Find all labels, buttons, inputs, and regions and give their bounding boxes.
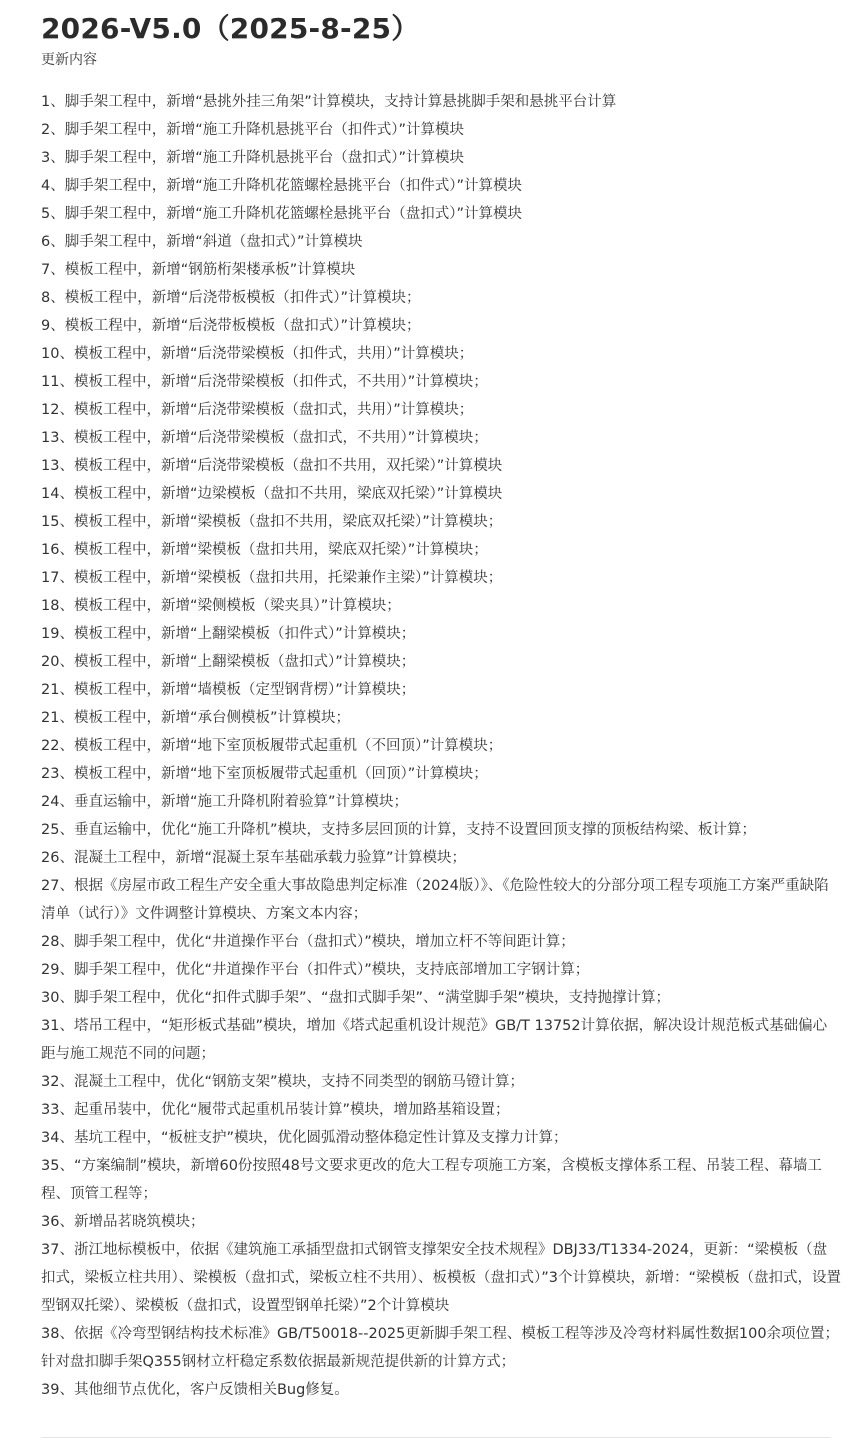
- version-title: 2026-V5.0（2025-8-25）: [41, 12, 420, 45]
- changelog-item: 5、脚手架工程中，新增“施工升降机花篮螺栓悬挑平台（盘扣式）”计算模块: [41, 206, 522, 222]
- changelog-item: 23、模板工程中，新增“地下室顶板履带式起重机（回顶）”计算模块；: [41, 766, 488, 782]
- changelog-item: 25、垂直运输中，优化“施工升降机”模块，支持多层回顶的计算，支持不设置回顶支撑的顶板结构梁、板计算；: [41, 822, 756, 838]
- changelog-item: 7、模板工程中，新增“钢筋桁架楼承板”计算模块: [41, 262, 356, 278]
- changelog-item: 21、模板工程中，新增“承台侧模板”计算模块；: [41, 710, 350, 726]
- changelog-list: [41, 88, 841, 1404]
- changelog-item: 28、脚手架工程中，优化“井道操作平台（盘扣式）”模块，增加立杆不等间距计算；: [41, 934, 575, 950]
- changelog-item: 27、根据《房屋市政工程生产安全重大事故隐患判定标准（2024版）》、《危险性较大的分部分项工程专项施工方案严重缺陷清单（试行）》文件调整计算模块、方案文本内容；: [41, 878, 829, 922]
- changelog-item: 29、脚手架工程中，优化“井道操作平台（扣件式）”模块，支持底部增加工字钢计算；: [41, 962, 590, 978]
- bottom-divider: [41, 1437, 831, 1438]
- changelog-item: 39、其他细节点优化，客户反馈相关Bug修复。: [41, 1382, 349, 1398]
- changelog-item: 35、“方案编制”模块，新增60份按照48号文要求更改的危大工程专项施工方案，含模板支撑体系工程、吊装工程、幕墙工程、顶管工程等；: [41, 1158, 822, 1202]
- changelog-item: 24、垂直运输中，新增“施工升降机附着验算”计算模块；: [41, 794, 408, 810]
- changelog-item: 20、模板工程中，新增“上翻梁模板（盘扣式）”计算模块；: [41, 654, 416, 670]
- changelog-item: 13、模板工程中，新增“后浇带梁模板（盘扣式，不共用）”计算模块；: [41, 430, 488, 446]
- changelog-item: 30、脚手架工程中，优化“扣件式脚手架”、“盘扣式脚手架”、“满堂脚手架”模块，支持抛撑计算；: [41, 990, 671, 1006]
- changelog-item: 12、模板工程中，新增“后浇带梁模板（盘扣式，共用）”计算模块；: [41, 402, 474, 418]
- changelog-item: 1、脚手架工程中，新增“悬挑外挂三角架”计算模块，支持计算悬挑脚手架和悬挑平台计算: [41, 94, 617, 110]
- changelog-item: 17、模板工程中，新增“梁模板（盘扣共用，托梁兼作主梁）”计算模块；: [41, 570, 503, 586]
- changelog-item: 33、起重吊装中，优化“履带式起重机吊装计算”模块，增加路基箱设置；: [41, 1102, 510, 1118]
- changelog-item: 16、模板工程中，新增“梁模板（盘扣共用，梁底双托梁）”计算模块；: [41, 542, 488, 558]
- changelog-item: 9、模板工程中，新增“后浇带板模板（盘扣式）”计算模块；: [41, 318, 421, 334]
- changelog-item: 19、模板工程中，新增“上翻梁模板（扣件式）”计算模块；: [41, 626, 416, 642]
- changelog-item: 34、基坑工程中，“板桩支护”模块，优化圆弧滑动整体稳定性计算及支撑力计算；: [41, 1130, 568, 1146]
- changelog-item: 18、模板工程中，新增“梁侧模板（梁夹具）”计算模块；: [41, 598, 401, 614]
- changelog-item: 11、模板工程中，新增“后浇带梁模板（扣件式，不共用）”计算模块；: [41, 374, 488, 390]
- changelog-item: 10、模板工程中，新增“后浇带梁模板（扣件式，共用）”计算模块；: [41, 346, 474, 362]
- changelog-item: 3、脚手架工程中，新增“施工升降机悬挑平台（盘扣式）”计算模块: [41, 150, 464, 166]
- changelog-item: 8、模板工程中，新增“后浇带板模板（扣件式）”计算模块；: [41, 290, 421, 306]
- changelog-item: 4、脚手架工程中，新增“施工升降机花篮螺栓悬挑平台（扣件式）”计算模块: [41, 178, 522, 194]
- changelog-item: 36、新增品茗晓筑模块；: [41, 1214, 205, 1230]
- changelog-item: 31、塔吊工程中，“矩形板式基础”模块，增加《塔式起重机设计规范》GB/T 13752计算依据，解决设计规范板式基础偏心距与施工规范不同的问题；: [41, 1018, 828, 1062]
- changelog-item: 14、模板工程中，新增“边梁模板（盘扣不共用，梁底双托梁）”计算模块: [41, 486, 503, 502]
- changelog-item: 38、依据《冷弯型钢结构技术标准》GB/T50018--2025更新脚手架工程、模板工程等涉及冷弯材料属性数据100余项位置；针对盘扣脚手架Q355钢材立杆稳定系数依据最新规范提供新的计算方式；: [41, 1326, 840, 1370]
- changelog-item: 6、脚手架工程中，新增“斜道（盘扣式）”计算模块: [41, 234, 363, 250]
- changelog-item: 2、脚手架工程中，新增“施工升降机悬挑平台（扣件式）”计算模块: [41, 122, 464, 138]
- changelog-item: 15、模板工程中，新增“梁模板（盘扣不共用，梁底双托梁）”计算模块；: [41, 514, 503, 530]
- changelog-item: 22、模板工程中，新增“地下室顶板履带式起重机（不回顶）”计算模块；: [41, 738, 503, 754]
- changelog-item: 21、模板工程中，新增“墙模板（定型钢背楞）”计算模块；: [41, 682, 416, 698]
- update-content-label: 更新内容: [41, 52, 97, 68]
- changelog-item: 32、混凝土工程中，优化“钢筋支架”模块，支持不同类型的钢筋马镫计算；: [41, 1074, 524, 1090]
- changelog-item: 13、模板工程中，新增“后浇带梁模板（盘扣不共用，双托梁）”计算模块: [41, 458, 503, 474]
- changelog-page: [41, 10, 841, 1404]
- changelog-item: 37、浙江地标模板中，依据《建筑施工承插型盘扣式钢管支撑架安全技术规程》DBJ33/T1334-2024，更新：“梁模板（盘扣式，梁板立柱共用）、梁模板（盘扣式，梁板立柱不共用）、板模板（盘扣式）”3个计算模块，新增：“梁模板（盘扣式，设置型钢双托梁）、梁模板（盘扣式，设置型钢单托梁）”2个计算模块: [41, 1242, 841, 1314]
- changelog-item: 26、混凝土工程中，新增“混凝土泵车基础承载力验算”计算模块；: [41, 850, 466, 866]
